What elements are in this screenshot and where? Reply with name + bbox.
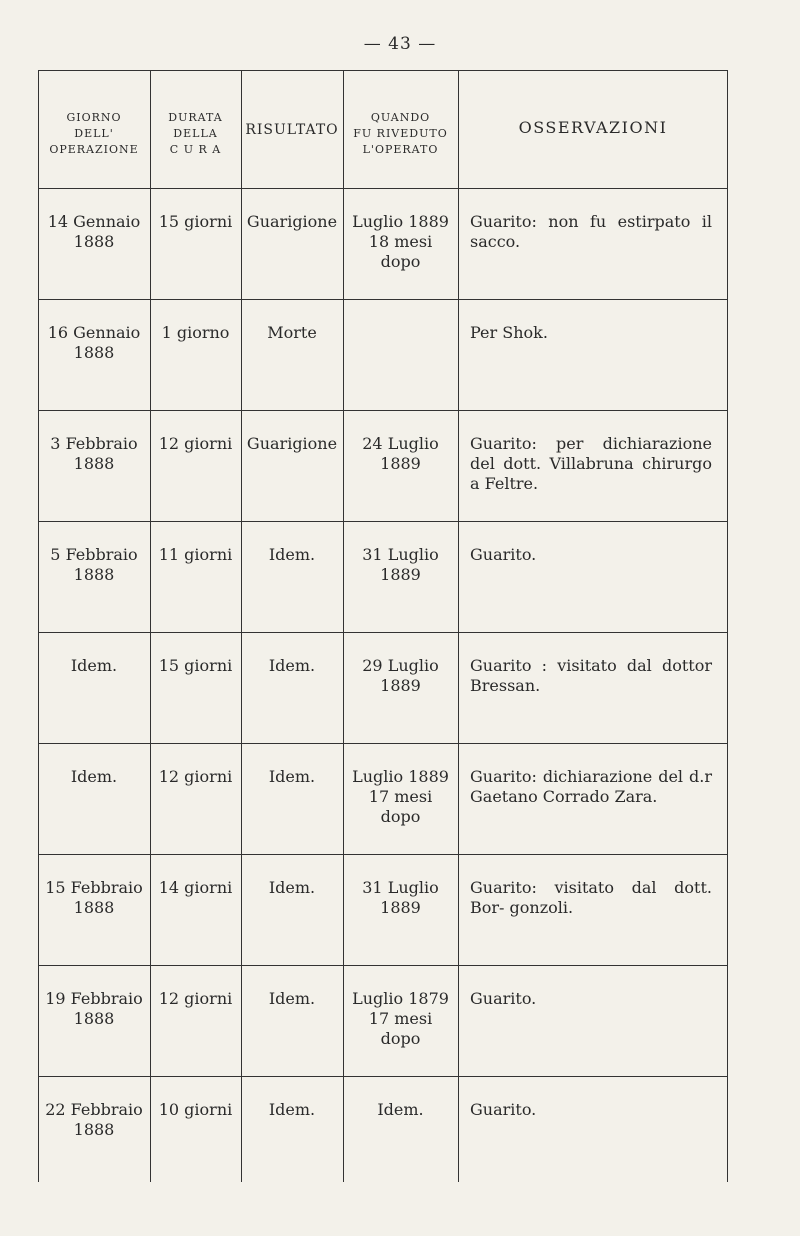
cell-osservazioni: Guarito. xyxy=(470,989,537,1008)
cell-line: 24 Luglio xyxy=(362,434,439,453)
cell-line: 1888 xyxy=(73,898,115,917)
surgery-results-table xyxy=(38,70,728,1182)
cell-quando xyxy=(347,767,454,827)
row-separator xyxy=(38,743,728,744)
cell-line: Idem. xyxy=(70,767,118,786)
cell-line: 31 Luglio xyxy=(362,545,439,564)
column-line xyxy=(458,70,459,1182)
cell-durata: 11 giorni xyxy=(158,545,233,564)
cell-risultato: Idem. xyxy=(268,656,316,675)
row-separator xyxy=(38,1076,728,1077)
cell-risultato: Idem. xyxy=(268,989,316,1008)
page-number: — 43 — xyxy=(363,34,437,54)
cell-giorno xyxy=(42,212,146,252)
cell-durata: 12 giorni xyxy=(158,434,233,453)
cell-giorno xyxy=(42,434,146,474)
cell-quando xyxy=(347,1100,454,1120)
cell-line: 17 mesi dopo xyxy=(368,787,433,826)
cell-line: Idem. xyxy=(70,656,118,675)
header-giorno: GIORNO DELL' OPERAZIONE xyxy=(49,111,139,156)
cell-durata: 12 giorni xyxy=(158,989,233,1008)
row-separator xyxy=(38,965,728,966)
cell-line: 1888 xyxy=(73,565,115,584)
cell-quando xyxy=(347,212,454,272)
cell-line: 15 Febbraio xyxy=(45,878,143,897)
cell-line: 1888 xyxy=(73,232,115,251)
cell-line: 1888 xyxy=(73,1009,115,1028)
cell-giorno xyxy=(42,1100,146,1140)
cell-line: 5 Febbraio xyxy=(50,545,138,564)
cell-osservazioni: Guarito. xyxy=(470,545,537,564)
row-separator xyxy=(38,299,728,300)
cell-quando xyxy=(347,878,454,918)
cell-osservazioni: Per Shok. xyxy=(470,323,548,342)
cell-risultato: Guarigione xyxy=(246,212,338,231)
cell-giorno xyxy=(42,989,146,1029)
header-separator xyxy=(38,188,728,189)
cell-giorno xyxy=(42,323,146,363)
cell-risultato: Idem. xyxy=(268,545,316,564)
cell-line: 14 Gennaio xyxy=(47,212,141,231)
table-top-border xyxy=(38,70,728,71)
cell-giorno xyxy=(42,656,146,676)
cell-risultato: Guarigione xyxy=(246,434,338,453)
cell-line: 1889 xyxy=(380,565,421,584)
cell-giorno xyxy=(42,545,146,585)
cell-risultato: Idem. xyxy=(268,878,316,897)
cell-line: Idem. xyxy=(377,1100,424,1119)
cell-quando xyxy=(347,989,454,1049)
cell-line: 31 Luglio xyxy=(362,878,439,897)
header-durata: DURATA DELLA C U R A xyxy=(168,111,223,156)
cell-risultato: Idem. xyxy=(268,1100,316,1119)
cell-risultato: Idem. xyxy=(268,767,316,786)
cell-durata: 1 giorno xyxy=(161,323,230,342)
cell-quando xyxy=(347,434,454,474)
cell-line: 18 mesi dopo xyxy=(368,232,433,271)
cell-line: Luglio 1889 xyxy=(352,767,449,786)
cell-line: 1889 xyxy=(380,676,421,695)
cell-quando xyxy=(347,656,454,696)
cell-line: 17 mesi dopo xyxy=(368,1009,433,1048)
cell-durata: 10 giorni xyxy=(158,1100,233,1119)
header-osservazioni: OSSERVAZIONI xyxy=(518,118,668,137)
cell-line: 19 Febbraio xyxy=(45,989,143,1008)
cell-giorno xyxy=(42,767,146,787)
cell-durata: 15 giorni xyxy=(158,656,233,675)
cell-line: 22 Febbraio xyxy=(45,1100,143,1119)
column-line xyxy=(343,70,344,1182)
column-line xyxy=(241,70,242,1182)
cell-osservazioni: Guarito: dichiarazione del d.r Gaetano Corrado Zara. xyxy=(470,767,712,806)
row-separator xyxy=(38,521,728,522)
cell-line: 1889 xyxy=(380,898,421,917)
cell-quando xyxy=(347,545,454,585)
cell-durata: 12 giorni xyxy=(158,767,233,786)
row-separator xyxy=(38,632,728,633)
cell-osservazioni: Guarito. xyxy=(470,1100,537,1119)
cell-line: 1888 xyxy=(73,1120,115,1139)
cell-osservazioni: Guarito: non fu estirpato il sacco. xyxy=(470,212,712,251)
cell-line: 1888 xyxy=(73,454,115,473)
column-line xyxy=(150,70,151,1182)
cell-giorno xyxy=(42,878,146,918)
column-line xyxy=(38,70,39,1182)
cell-durata: 15 giorni xyxy=(158,212,233,231)
cell-line: 3 Febbraio xyxy=(50,434,138,453)
cell-osservazioni: Guarito: visitato dal dott. Bor- gonzoli. xyxy=(470,878,712,917)
cell-line: 1888 xyxy=(73,343,115,362)
column-line xyxy=(727,70,728,1182)
cell-osservazioni: Guarito: per dichiarazione del dott. Villabruna chirurgo a Feltre. xyxy=(470,434,712,493)
row-separator xyxy=(38,854,728,855)
cell-line: 1889 xyxy=(380,454,421,473)
cell-risultato: Morte xyxy=(267,323,317,342)
cell-line: 16 Gennaio xyxy=(47,323,141,342)
row-separator xyxy=(38,410,728,411)
cell-durata: 14 giorni xyxy=(158,878,233,897)
cell-osservazioni: Guarito : visitato dal dottor Bressan. xyxy=(470,656,712,695)
cell-line: Luglio 1889 xyxy=(352,212,449,231)
header-risultato: RISULTATO xyxy=(245,122,339,138)
cell-line: 29 Luglio xyxy=(362,656,439,675)
cell-line: Luglio 1879 xyxy=(352,989,449,1008)
header-quando: QUANDO FU RIVEDUTO L'OPERATO xyxy=(353,111,448,156)
